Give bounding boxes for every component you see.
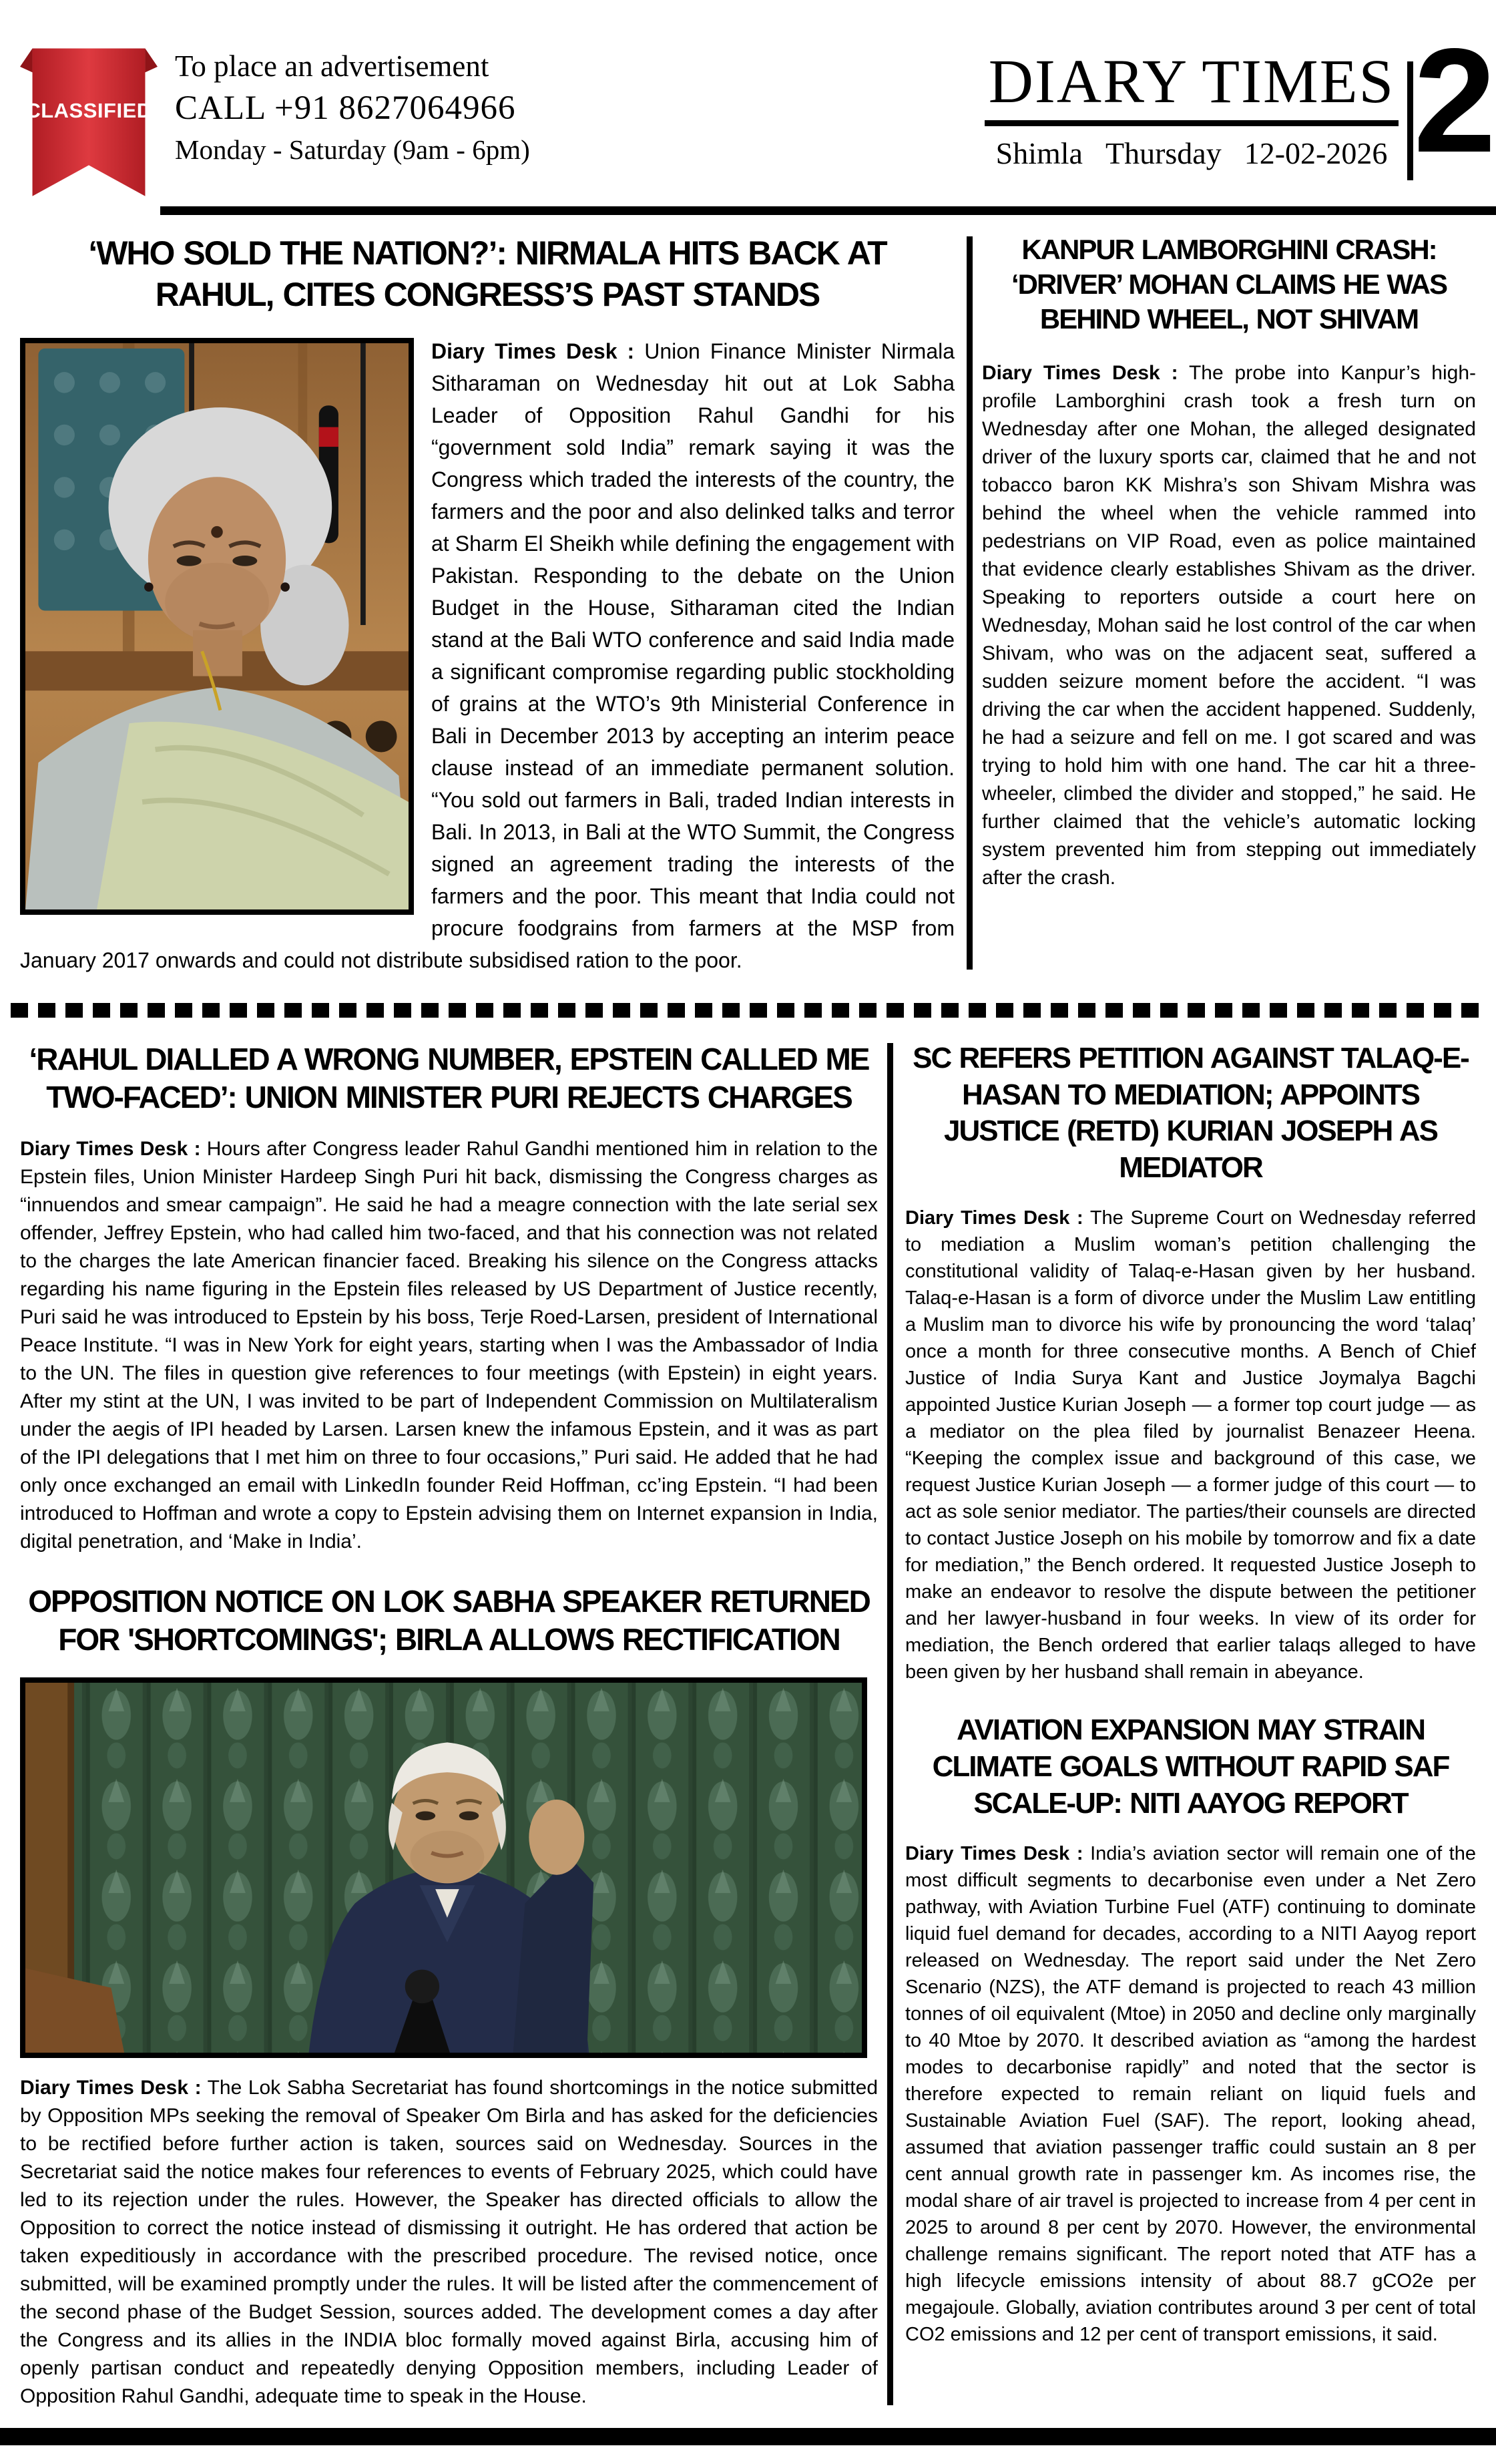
- article-talaq-byline: Diary Times Desk :: [905, 1207, 1083, 1229]
- classified-ribbon-label: CLASSIFIED: [25, 99, 152, 122]
- nirmala-sitharaman-photo: [20, 338, 414, 915]
- masthead-dateline: [971, 136, 1412, 171]
- article-epstein-body: Hours after Congress leader Rahul Gandhi mentioned him in relation to the Epstein files, Union Minister Hardeep Singh Puri hit back, dismissing the Congress charges as “innuendos and smear campaign”. He said he had a meagre connection with the late serial sex offender, Jeffrey Epstein, who had called him two-faced, and that his connection was not related to the charges the late American financier faced. Breaking his silence on the Congress attacks regarding his name figuring in the Epstein files released by US Department of Justice recently, Puri said he was introduced to Epstein by his boss, Terje Roed-Larsen, president of International Peace Institute. “I was in New York for eight years, starting when I was the Ambassador of India to the UN. The files in question give references to four meetings (with Epstein) in eight years. After my stint at the UN, I was invited to be part of Independent Commission on Multilateralism under the aegis of IPI headed by Larsen. Larsen knew the infamous Epstein, and it was as part of the IPI delegations that I met him on three to four occasions,” Puri said. He added that he had only once exchanged an email with LinkedIn founder Reid Hoffman, cc’ing Epstein. “I had been introduced to Hoffman and wrote a copy to Epstein advising them on Internet expansion in India, digital penetration, and ‘Make in India’.: [20, 1138, 878, 1553]
- advertisement-contact-block: [175, 47, 530, 168]
- om-birla-photo: [20, 1677, 867, 2058]
- article-nirmala-body-wrap: [20, 335, 955, 976]
- article-speaker: [20, 1583, 878, 2411]
- article-lamborghini: [982, 232, 1476, 976]
- article-speaker-byline: Diary Times Desk :: [20, 2077, 202, 2099]
- masthead: [971, 49, 1412, 171]
- page-number-divider: [1407, 61, 1413, 180]
- article-speaker-headline: OPPOSITION NOTICE ON LOK SABHA SPEAKER RETURNED FOR 'SHORTCOMINGS'; BIRLA ALLOWS RECTIFICATION: [28, 1584, 870, 1657]
- article-lamborghini-paragraph: [982, 359, 1476, 892]
- classified-ribbon: [20, 41, 158, 199]
- bottom-left-column: [20, 1040, 878, 2411]
- header-rule: [160, 206, 1496, 215]
- article-nirmala-headline: ‘WHO SOLD THE NATION?’: NIRMALA HITS BACK AT RAHUL, CITES CONGRESS’S PAST STANDS: [88, 234, 887, 313]
- article-epstein-headline: ‘RAHUL DIALLED A WRONG NUMBER, EPSTEIN CALLED ME TWO-FACED’: UNION MINISTER PURI REJECTS CHARGES: [29, 1042, 869, 1115]
- article-epstein-paragraph: [20, 1135, 878, 1556]
- article-nirmala-body: Union Finance Minister Nirmala Sitharaman on Wednesday hit out at Lok Sabha Leader of Opposition Rahul Gandhi for his “government sold India” remark saying it was the Congress which traded the interests of the country, the farmers and the poor and also delinked talks and terror at Sharm El Sheikh while defining the engagement with Pakistan. Responding to the debate on the Union Budget in the House, Sitharaman cited the Indian stand at the Bali WTO conference and said India made a significant compromise regarding public stockholding of grains at the WTO’s 9th Ministerial Conference in Bali in December 2013 by accepting an interim peace clause instead of an immediate permanent solution. “You sold out farmers in Bali, traded Indian interests in Bali. In 2013, in Bali at the WTO Summit, the Congress signed an agreement trading the interests of the farmers and the poor. This meant that India could not procure foodgrains from farmers at the MSP from January 2017 onwards and could not distribute subsidised ration to the poor.: [20, 339, 955, 972]
- article-lamborghini-body: The probe into Kanpur’s high-profile Lamborghini crash took a fresh turn on Wednesday after one Mohan, the alleged designated driver of the luxury sports car, claimed that he and not tobacco baron KK Mishra’s son Shivam Mishra was behind the wheel when the vehicle rammed into pedestrians on VIP Road, even as police maintained that evidence clearly establishes Shivam as the driver. Speaking to reporters outside a court here on Wednesday, Mohan said he lost control of the car when Shivam, who was on the adjacent seat, suffered a sudden seizure moment before the accident. “I was driving the car when the accident happened. Suddenly, he had a seizure and fell on me. I got scared and was trying to hold him with one hand. The car hit a three-wheeler, climbed the divider and stopped,” he said. He further claimed that the vehicle’s automatic locking system prevented him from stepping out immediately after the crash.: [982, 362, 1476, 889]
- article-talaq-headline: SC REFERS PETITION AGAINST TALAQ-E-HASAN TO MEDIATION; APPOINTS JUSTICE (RETD) KURIAN JOSEPH AS MEDIATOR: [913, 1042, 1469, 1184]
- article-lamborghini-byline: Diary Times Desk :: [982, 362, 1178, 385]
- article-speaker-paragraph: [20, 2074, 878, 2411]
- bottom-column-divider: [887, 1043, 893, 2405]
- ad-phone-line: CALL +91 8627064966: [175, 89, 516, 128]
- top-section: [0, 232, 1496, 976]
- article-lamborghini-headline: KANPUR LAMBORGHINI CRASH: ‘DRIVER’ MOHAN CLAIMS HE WAS BEHIND WHEEL, NOT SHIVAM: [1011, 234, 1447, 335]
- page-number: 2: [1413, 18, 1492, 184]
- dotted-separator: [11, 1003, 1485, 1018]
- bottom-section: [0, 1040, 1496, 2411]
- article-talaq-body: The Supreme Court on Wednesday referred to mediation a Muslim woman’s petition challenging the constitutional validity of Talaq-e-Hasan given by her husband. Talaq-e-Hasan is a form of divorce under the Muslim Law entitling a Muslim man to divorce his wife by pronouncing the word ‘talaq’ once a month for three consecutive months. A Bench of Chief Justice of India Surya Kant and Justice Joymalya Bagchi appointed Justice Kurian Joseph — a former top court judge — as a mediator on the plea filed by journalist Benazeer Heena. “Keeping the complex issue and background of this case, we request Justice Kurian Joseph — a former judge of this court — to act as sole senior mediator. The parties/their counsels are directed to contact Justice Joseph on his mobile by tomorrow and fix a date for mediation,” the Bench ordered. It requested Justice Joseph to make an endeavor to resolve the dispute between the petitioner and her lawyer-husband in four weeks. In view of its order for mediation, the Bench ordered that earlier talaqs alleged to have been given by her husband shall remain in abeyance.: [905, 1207, 1476, 1683]
- article-speaker-body: The Lok Sabha Secretariat has found shortcomings in the notice submitted by Opposition MPs seeking the removal of Speaker Om Birla and has asked for the deficiencies to be rectified before further action is taken, sources said on Wednesday. Sources in the Secretariat said the notice makes four references to events of February 2025, which could have led to its rejection under the rules. However, the Speaker has directed officials to allow the Opposition to correct the notice instead of dismissing it outright. He has ordered that action be taken expeditiously in accordance with the prescribed procedure. The revised notice, once submitted, will be examined promptly under the rules. It will be listed after the commencement of the second phase of the Budget Session, sources added. The development comes a day after the Congress and its allies in the INDIA bloc formally moved against Birla, accusing him of openly partisan conduct and repeatedly denying Opposition members, including Leader of Opposition Rahul Gandhi, adequate time to speak in the House.: [20, 2077, 879, 2408]
- article-aviation-paragraph: [905, 1840, 1476, 2348]
- masthead-day: Thursday: [1105, 136, 1222, 170]
- article-talaq: [905, 1040, 1476, 1685]
- article-aviation-byline: Diary Times Desk :: [905, 1843, 1083, 1865]
- om-birla-photo-illustration: [25, 1683, 862, 2053]
- top-column-divider: [967, 236, 973, 970]
- article-nirmala: [20, 232, 955, 976]
- article-aviation-headline: AVIATION EXPANSION MAY STRAIN CLIMATE GOALS WITHOUT RAPID SAF SCALE-UP: NITI AAYOG REPORT: [932, 1713, 1449, 1820]
- ad-line-1: To place an advertisement: [175, 49, 489, 83]
- page-header: [0, 0, 1496, 215]
- masthead-city: Shimla: [995, 136, 1083, 170]
- article-aviation-body: India’s aviation sector will remain one of the most difficult segments to decarbonise even under a Net Zero pathway, with Aviation Turbine Fuel (ATF) continuing to dominate liquid fuel demand for decades, according to a NITI Aayog report released on Wednesday. The report said under the Net Zero Scenario (NZS), the ATF demand is projected to reach 43 million tonnes of oil equivalent (Mtoe) in 2050 and decline only marginally to 40 Mtoe by 2070. It described aviation as “among the hardest modes to decarbonise rapidly” and noted that the sector is therefore expected to remain reliant on liquid fuels and Sustainable Aviation Fuel (SAF). The report, looking ahead, assumed that aviation passenger traffic could sustain an 8 per cent annual growth rate in passenger km. As incomes rise, the modal share of air travel is projected to increase from 4 per cent in 2025 to around 8 per cent by 2070. However, the environmental challenge remains significant. The report noted that ATF has a high lifecycle emissions intensity of about 88.7 gCO2e per megajoule. Globally, aviation contributes around 3 per cent of total CO2 emissions and 12 per cent of transport emissions, it said.: [905, 1843, 1476, 2346]
- nirmala-photo-illustration: [25, 343, 409, 909]
- article-epstein: [20, 1040, 878, 1556]
- ad-hours-line: Monday - Saturday (9am - 6pm): [175, 134, 530, 165]
- masthead-date: 12-02-2026: [1244, 136, 1388, 170]
- footer-rule: [0, 2428, 1496, 2445]
- article-aviation: [905, 1712, 1476, 2348]
- article-epstein-byline: Diary Times Desk :: [20, 1138, 201, 1161]
- bottom-right-column: [905, 1040, 1476, 2411]
- masthead-rule: [985, 120, 1399, 126]
- article-talaq-paragraph: [905, 1205, 1476, 1685]
- article-nirmala-byline: Diary Times Desk :: [431, 339, 635, 363]
- masthead-title: DIARY TIMES: [988, 47, 1395, 116]
